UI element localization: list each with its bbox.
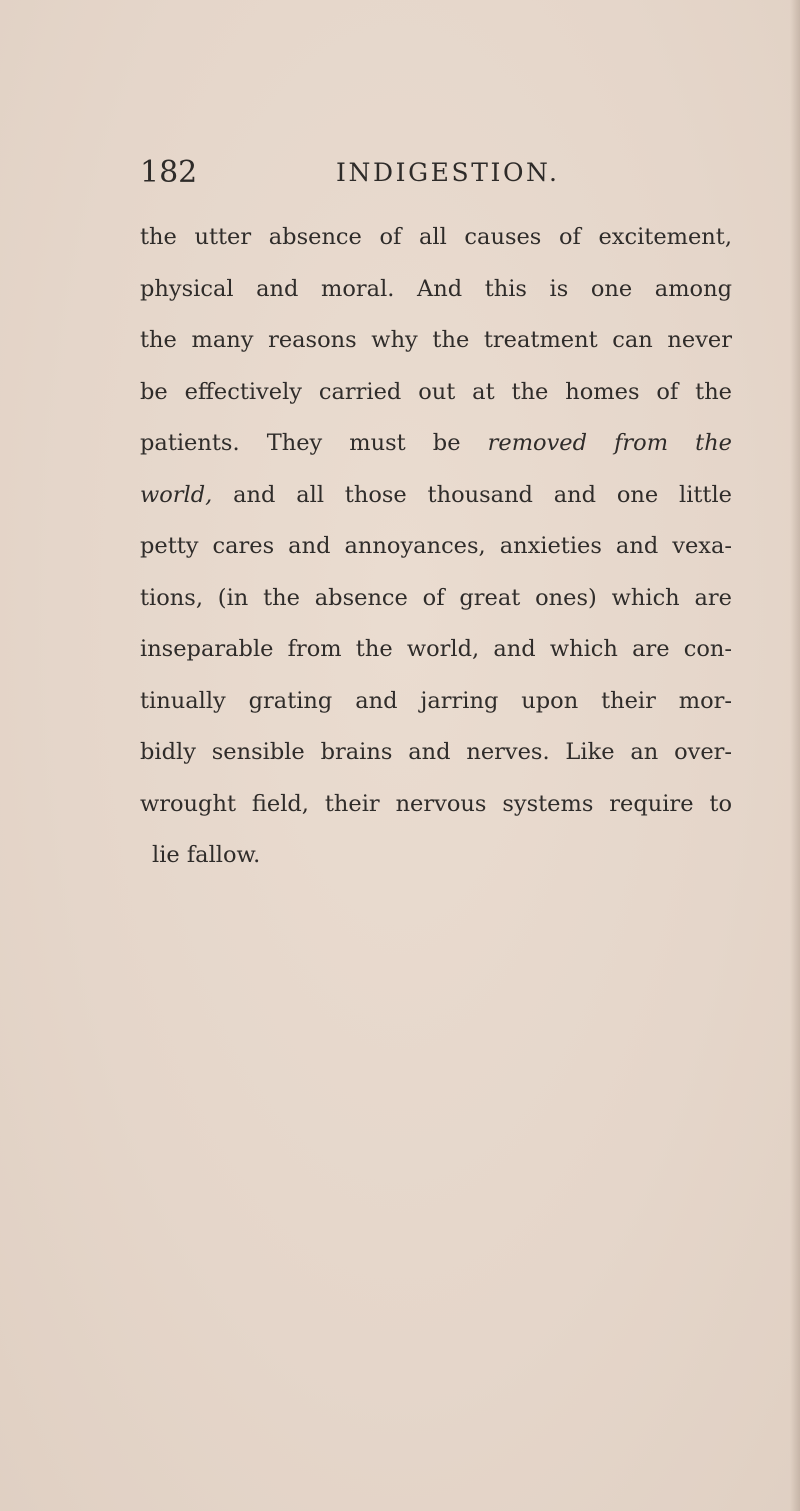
italic-text-segment: removed from the bbox=[487, 430, 732, 456]
page-number: 182 bbox=[140, 155, 198, 190]
text-line: petty cares and annoyances, anxieties and vexa- bbox=[140, 533, 732, 559]
text-line: lie fallow. bbox=[152, 842, 261, 868]
text-line bbox=[140, 470, 732, 522]
text-segment: patients. They must be bbox=[140, 430, 488, 456]
page-edge-shadow bbox=[790, 0, 800, 1511]
italic-text-segment: world, bbox=[140, 481, 213, 508]
body-paragraph bbox=[140, 212, 732, 882]
text-line: be effectively carried out at the homes of the bbox=[140, 378, 732, 405]
text-line: wrought field, their nervous systems require to bbox=[140, 790, 732, 817]
running-head bbox=[140, 150, 740, 196]
text-line: physical and moral. And this is one among bbox=[140, 275, 732, 302]
text-line: bidly sensible brains and nerves. Like an over- bbox=[140, 739, 732, 765]
text-line: the utter absence of all causes of excitement, bbox=[140, 224, 732, 250]
text-line: inseparable from the world, and which are con- bbox=[140, 636, 732, 662]
text-line: the many reasons why the treatment can never bbox=[140, 327, 732, 353]
text-segment: and all those thousand and one little bbox=[212, 481, 732, 508]
running-title: INDIGESTION. bbox=[336, 158, 560, 187]
text-line bbox=[140, 418, 732, 470]
text-line: tions, (in the absence of great ones) which are bbox=[140, 584, 732, 611]
text-line: tinually grating and jarring upon their mor- bbox=[140, 687, 732, 714]
